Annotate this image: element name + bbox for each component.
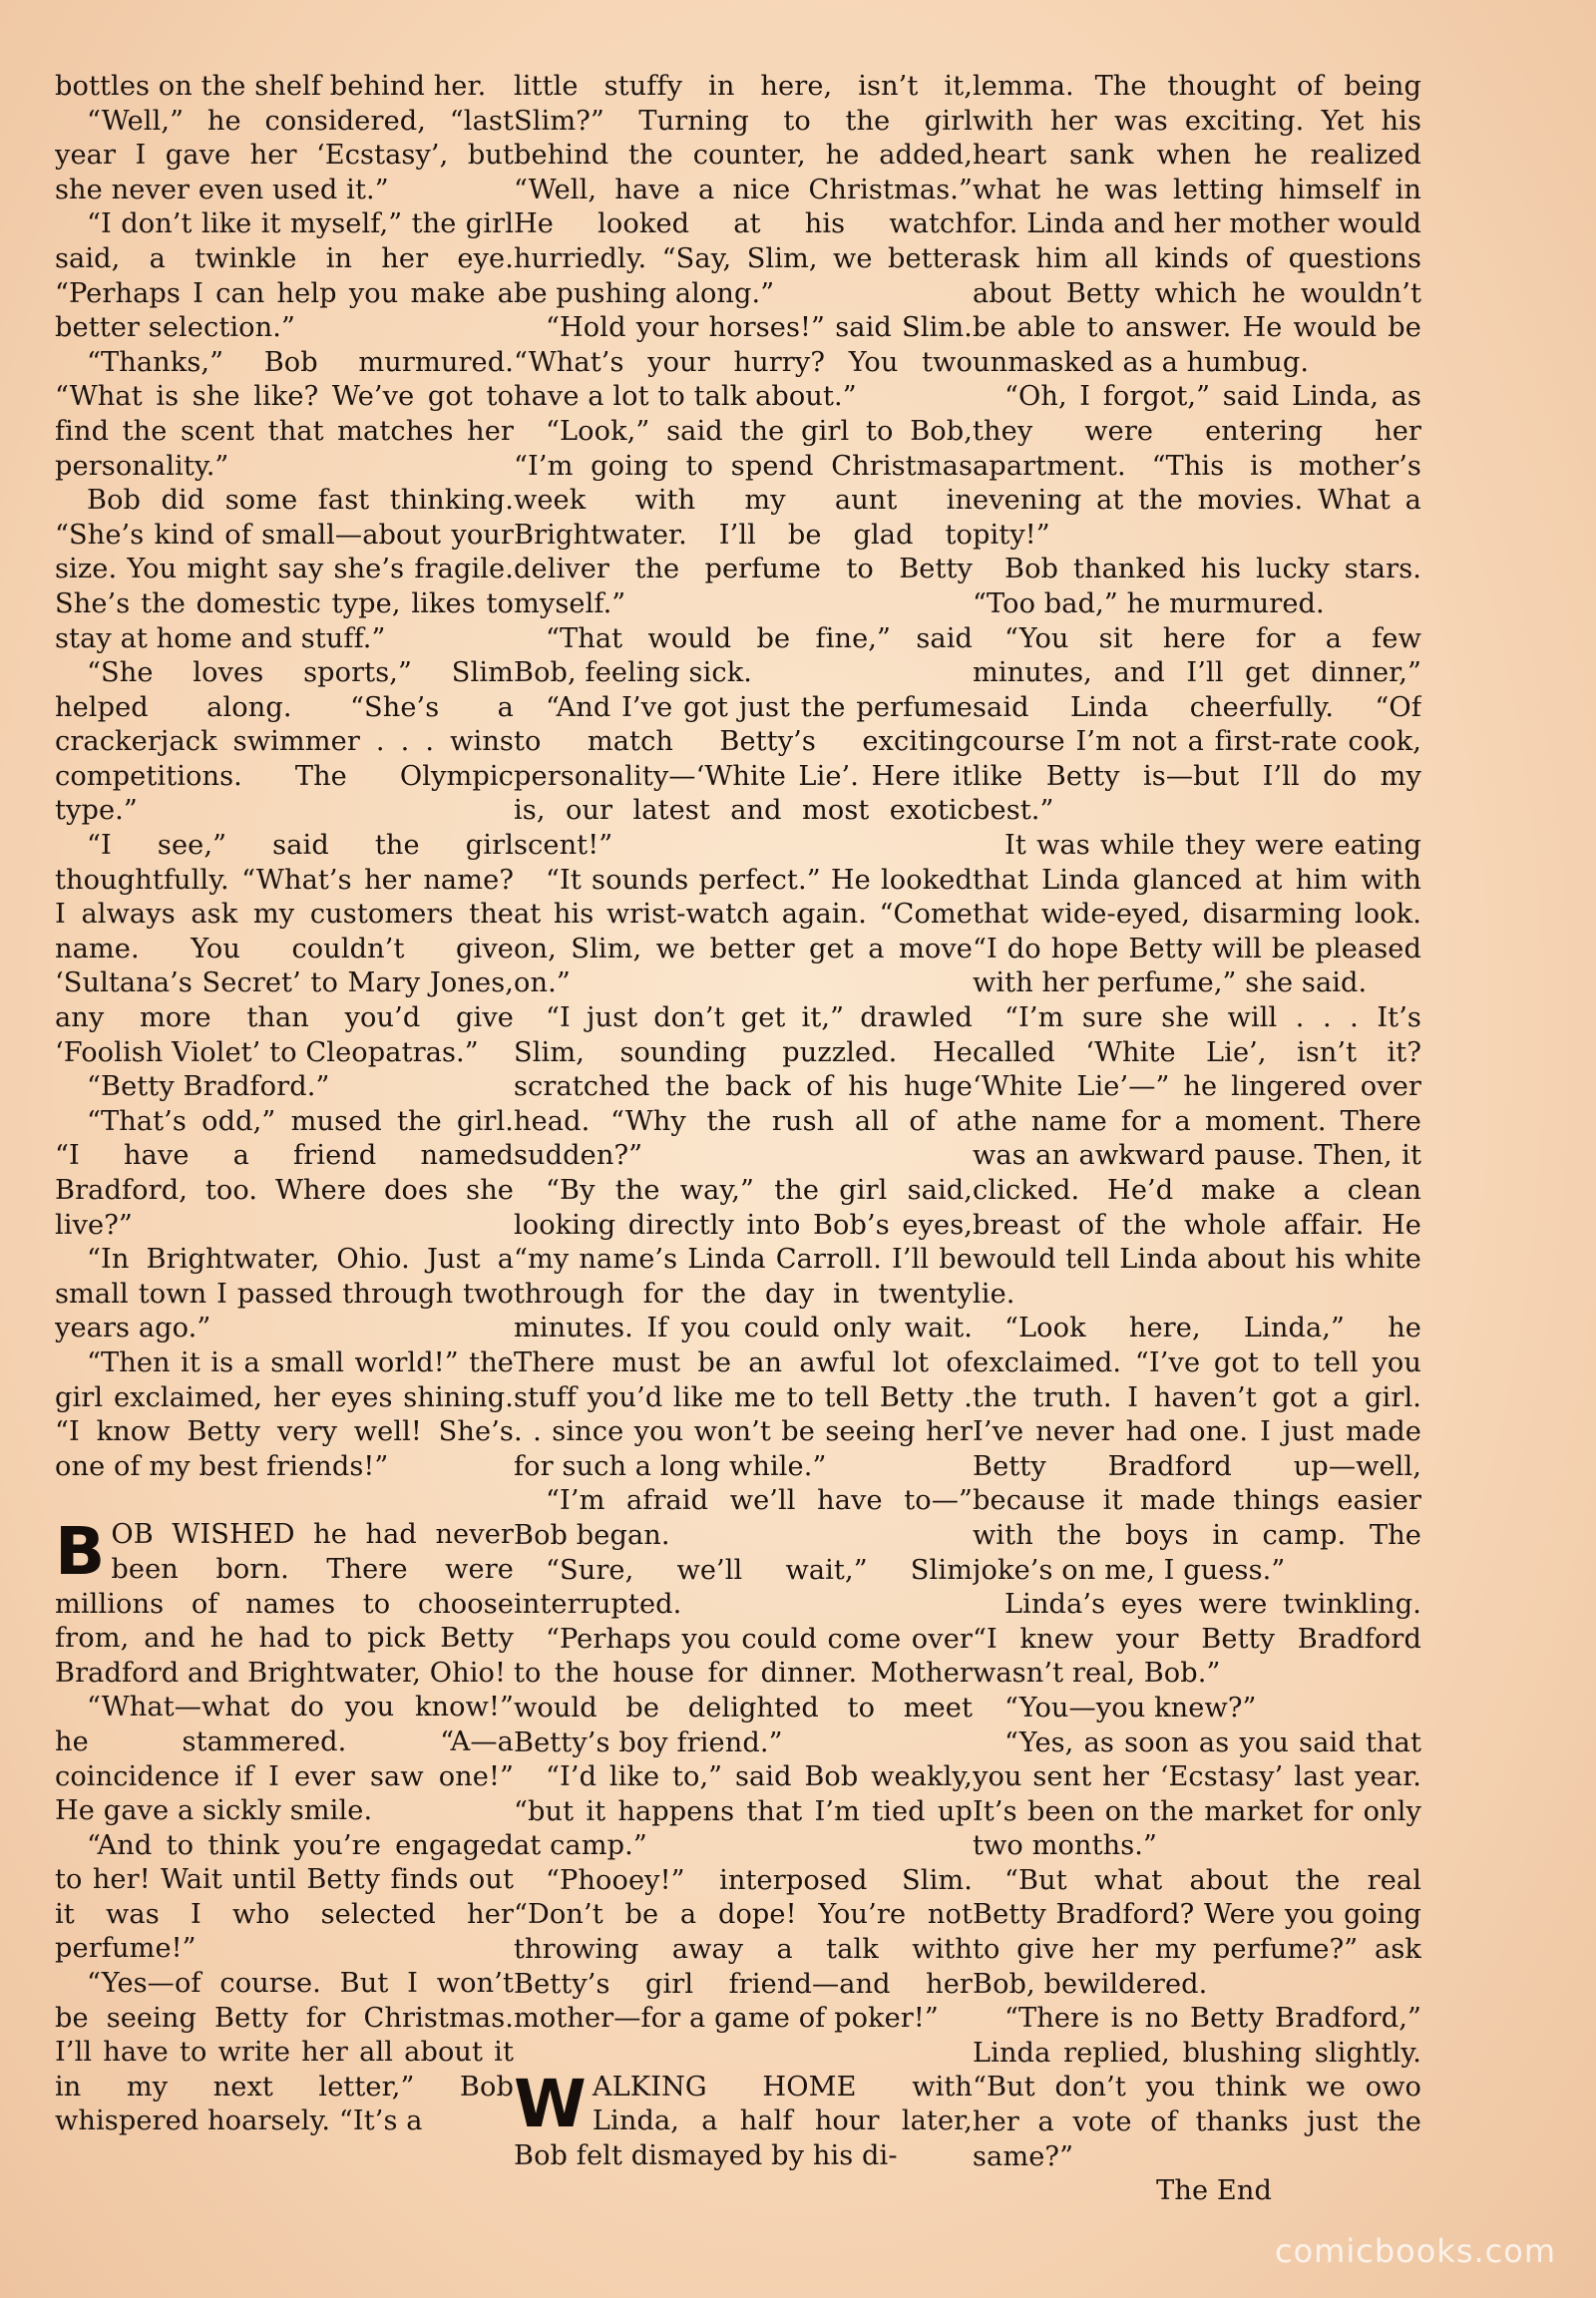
paragraph: “That would be fine,” said Bob, feeling sick. — [514, 622, 973, 689]
paragraph: “Look here, Linda,” he exclaimed. “I’ve got to tell you the truth. I haven’t got a girl. I’ve never had one. I just made Betty Bradford up—well, because it made things easier with the boys in camp. The joke’s on me, I guess.” — [973, 1313, 1421, 1586]
section-lead-paragraph — [514, 2065, 973, 2174]
paragraph: It was while they were eating that Linda glanced at him with that wide-eyed, disarming look. “I do hope Betty will be pleased with her perfume,” she said. — [973, 830, 1421, 999]
paragraph: lemma. The thought of being with her was exciting. Yet his heart sank when he realized what he was letting himself in for. Linda and her mother would ask him all kinds of questions about Betty which he wouldn’t be able to answer. He would be unmasked as a humbug. — [973, 71, 1421, 378]
paragraph: “And I’ve got just the perfume to match Betty’s exciting personality—‘White Lie’. Here it is, our latest and most exotic scent!” — [514, 691, 973, 862]
paragraph: “Phooey!” interposed Slim. “Don’t be a dope! You’re not throwing away a talk with Betty’s girl friend—and her mother—for a game of poker!” — [514, 1864, 973, 2035]
paragraph: “Yes—of course. But I won’t be seeing Betty for Christmas. I’ll have to write her all about it in my next letter,” Bob whispered hoarsely. “It’s a — [55, 1968, 514, 2137]
paragraph: “Then it is a small world!” the girl exclaimed, her eyes shining. “I know Betty very well! She’s one of my best friends!” — [55, 1346, 514, 1482]
section-gap — [55, 1484, 514, 1518]
paragraph: “Perhaps you could come over to the house for dinner. Mother would be delighted to meet Betty’s boy friend.” — [514, 1623, 973, 1758]
paragraph: “In Brightwater, Ohio. Just a small town I passed through two years ago.” — [55, 1244, 514, 1344]
paragraph: “By the way,” the girl said, looking directly into Bob’s eyes, “my name’s Linda Carroll. I’ll be through for the day in twenty minutes. If you could only wait. There must be an awful lot of stuff you’d like me to tell Betty . . . since you won’t be seeing her for such a long while.” — [514, 1175, 973, 1482]
paragraph: “I see,” said the girl thoughtfully. “What’s her name? I always ask my customers the name. You couldn’t give ‘Sultana’s Secret’ to Mary Jones, any more than you’d give ‘Foolish Violet’ to Cleopatras.” — [55, 830, 514, 1068]
paragraph: “Yes, as soon as you said that you sent her ‘Ecstasy’ last year. It’s been on the market for only two months.” — [973, 1726, 1421, 1862]
paragraph: “You—you knew?” — [1004, 1692, 1257, 1724]
paragraph: “It sounds perfect.” He looked at his wrist-watch again. “Come on, Slim, we better get a move on.” — [514, 864, 973, 999]
paragraph: “I’m afraid we’ll have to—” Bob began. — [514, 1485, 973, 1551]
paragraph: “And to think you’re engaged to her! Wait until Betty finds out it was I who selected her perfume!” — [55, 1829, 514, 1965]
drop-cap: B — [55, 1513, 106, 1591]
the-end-label: The End — [1156, 2175, 1272, 2207]
paragraph: “Thanks,” Bob murmured. “What is she like? We’ve got to find the scent that matches her personality.” — [55, 346, 514, 482]
paragraph: “Hold your horses!” said Slim. “What’s your hurry? You two have a lot to talk about.” — [514, 312, 973, 413]
section-lead-text: OB WISHED he had never been born. There were millions of names to choose from, and he had to pick Betty Bradford and Brightwater, Ohio! — [55, 1519, 514, 1689]
paragraph: “Sure, we’ll wait,” Slim interrupted. — [514, 1554, 973, 1621]
paragraph: little stuffy in here, isn’t it, Slim?” Turning to the girl behind the counter, he added, “Well, have a nice Christmas.” He looked at his watch hurriedly. “Say, Slim, we better be pushing along.” — [514, 71, 973, 309]
paragraph: bottles on the shelf behind her. — [55, 71, 487, 102]
paragraph: “I don’t like it myself,” the girl said, a twinkle in her eye. “Perhaps I can help you make a better selection.” — [55, 208, 514, 344]
paragraph: Linda’s eyes were twinkling. “I knew your Betty Bradford wasn’t real, Bob.” — [973, 1589, 1421, 1690]
paragraph: “Well,” he considered, “last year I gave her ‘Ecstasy’, but she never even used it.” — [55, 105, 514, 205]
paragraph: “There is no Betty Bradford,” Linda replied, blushing slightly. “But don’t you think we owo her a vote of thanks just the same?” — [973, 2003, 1421, 2172]
site-watermark: comicbooks.com — [1274, 2232, 1556, 2270]
section-lead-text: ALKING HOME with Linda, a half hour later, Bob felt dismayed by his di- — [514, 2071, 973, 2172]
text-column-2 — [514, 70, 973, 2258]
paragraph: “She loves sports,” Slim helped along. “She’s a crackerjack swimmer . . . wins competitions. The Olympic type.” — [55, 657, 514, 827]
paragraph: “I just don’t get it,” drawled Slim, sounding puzzled. He scratched the back of his huge head. “Why the rush all of a sudden?” — [514, 1002, 973, 1172]
paragraph: Bob thanked his lucky stars. “Too bad,” he murmured. — [973, 554, 1421, 619]
paragraph: “That’s odd,” mused the girl. “I have a friend named Bradford, too. Where does she live?” — [55, 1105, 514, 1241]
paragraph: “You sit here for a few minutes, and I’ll get dinner,” said Linda cheerfully. “Of course I’m not a first-rate cook, like Betty is—but I’ll do my best.” — [973, 622, 1421, 827]
text-column-1 — [55, 70, 514, 2258]
section-lead-paragraph — [55, 1513, 514, 1691]
paragraph: “Oh, I forgot,” said Linda, as they were entering her apartment. “This is mother’s evening at the movies. What a pity!” — [973, 381, 1421, 551]
text-column-3 — [973, 70, 1421, 2258]
paragraph: “But what about the real Betty Bradford? Were you going to give her my perfume?” ask Bob, bewildered. — [973, 1864, 1421, 2000]
paragraph: “I’m sure she will . . . It’s called ‘White Lie’, isn’t it? ‘White Lie’—” he lingered over the name for a moment. There was an awkward pause. Then, it clicked. He’d make a clean breast of the whole affair. He would tell Linda about his white lie. — [973, 1002, 1421, 1310]
paragraph: “What—what do you know!” he stammered. “A—a coincidence if I ever saw one!” He gave a sickly smile. — [55, 1692, 514, 1827]
paragraph: “I’d like to,” said Bob weakly, “but it happens that I’m tied up at camp.” — [514, 1761, 973, 1862]
paragraph: Bob did some fast thinking. “She’s kind of small—about your size. You might say she’s fragile. She’s the domestic type, likes to stay at home and stuff.” — [55, 485, 514, 654]
paragraph: “Look,” said the girl to Bob, “I’m going to spend Christmas week with my aunt in Brightwater. I’ll be glad to deliver the perfume to Betty myself.” — [514, 415, 973, 619]
drop-cap: W — [514, 2065, 587, 2142]
paragraph: “Betty Bradford.” — [87, 1071, 330, 1103]
